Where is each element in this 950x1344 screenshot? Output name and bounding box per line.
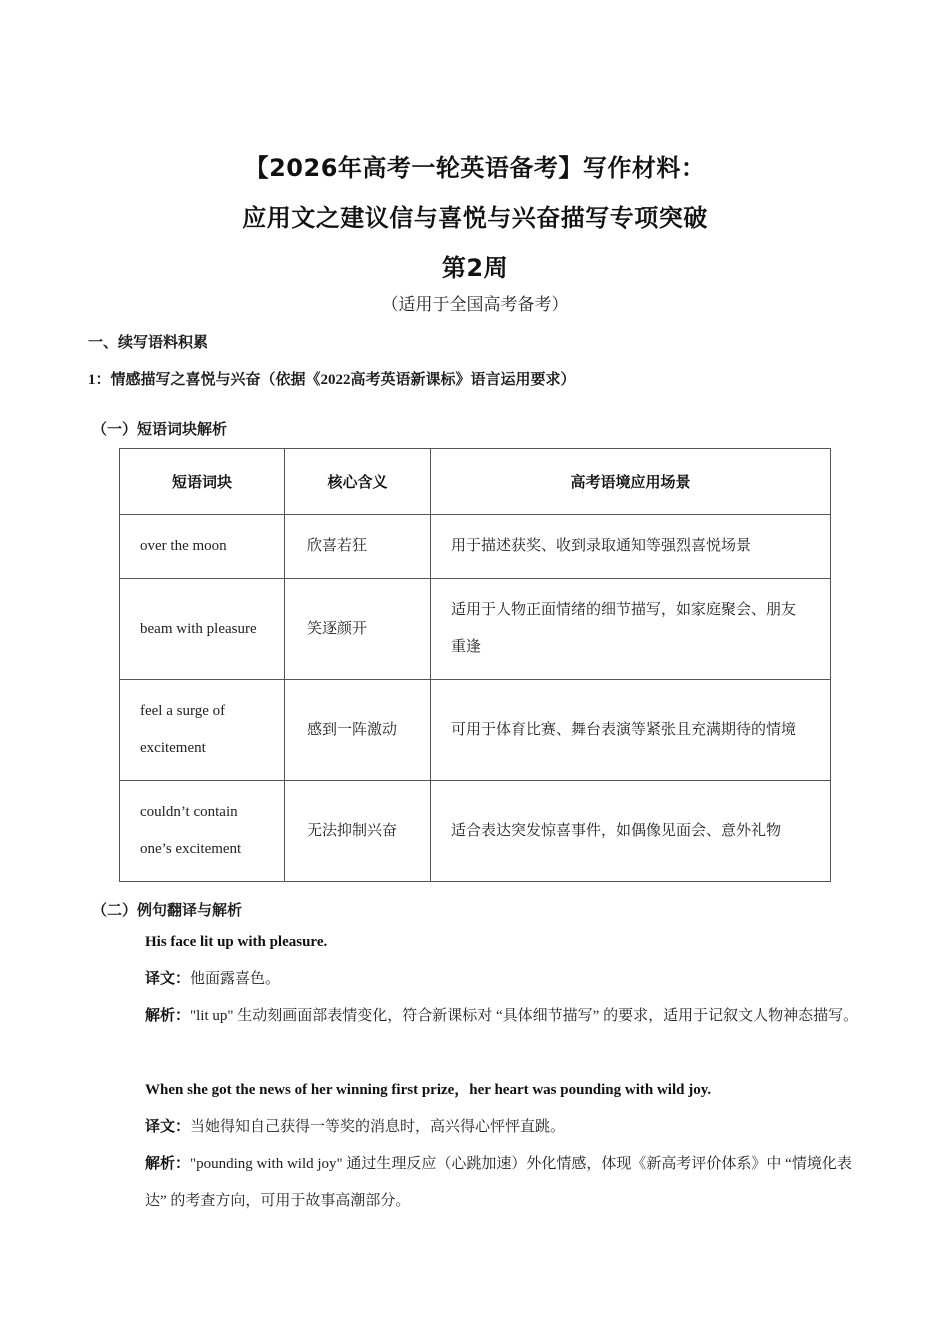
scene-cell: 可用于体育比赛、舞台表演等紧张且充满期待的情境	[431, 680, 831, 781]
scene-cell: 适用于人物正面情绪的细节描写，如家庭聚会、朋友重逢	[431, 579, 831, 680]
translation-text: 他面露喜色。	[190, 971, 281, 987]
subsection-heading-examples: （二）例句翻译与解析	[92, 903, 243, 919]
section-heading: 一、续写语料积累	[88, 335, 209, 351]
example-analysis	[145, 1146, 860, 1220]
column-header: 高考语境应用场景	[431, 449, 831, 515]
doc-subtitle: （适用于全国高考备考）	[381, 295, 569, 314]
subsection-heading-phrases: （一）短语词块解析	[92, 422, 228, 438]
translation-text: 当她得知自己获得一等奖的消息时，高兴得心怦怦直跳。	[190, 1119, 566, 1135]
column-header: 核心含义	[285, 449, 431, 515]
table-row	[120, 781, 831, 882]
table-row	[120, 680, 831, 781]
phrase-table	[119, 448, 831, 882]
example-translation	[145, 1109, 860, 1146]
doc-title-week: 第2周	[441, 254, 509, 282]
table-row	[120, 579, 831, 680]
table-row	[120, 515, 831, 579]
phrase-cell: beam with pleasure	[120, 579, 285, 680]
example-analysis	[145, 998, 860, 1035]
meaning-cell: 无法抑制兴奋	[285, 781, 431, 882]
scene-cell: 用于描述获奖、收到录取通知等强烈喜悦场景	[431, 515, 831, 579]
example-translation	[145, 961, 860, 998]
meaning-cell: 欣喜若狂	[285, 515, 431, 579]
doc-title-line2: 应用文之建议信与喜悦与兴奋描写专项突破	[242, 204, 708, 232]
translation-label: 译文：	[145, 971, 191, 987]
example-sentence: His face lit up with pleasure.	[145, 934, 328, 950]
analysis-text: "pounding with wild joy" 通过生理反应（心跳加速）外化情感，体现《新高考评价体系》中 “情境化表达” 的考查方向，可用于故事高潮部分。	[145, 1156, 852, 1209]
topic-heading: 1：情感描写之喜悦与兴奋（依据《2022高考英语新课标》语言运用要求）	[88, 372, 576, 388]
phrase-cell: couldn’t contain one’s excitement	[120, 781, 285, 882]
analysis-text: "lit up" 生动刻画面部表情变化，符合新课标对 “具体细节描写” 的要求，适用于记叙文人物神态描写。	[190, 1008, 859, 1024]
phrase-cell: over the moon	[120, 515, 285, 579]
table-header-row	[120, 449, 831, 515]
scene-cell: 适合表达突发惊喜事件，如偶像见面会、意外礼物	[431, 781, 831, 882]
example-sentence: When she got the news of her winning first prize，her heart was pounding with wild joy.	[145, 1082, 712, 1098]
meaning-cell: 感到一阵激动	[285, 680, 431, 781]
translation-label: 译文：	[145, 1119, 191, 1135]
column-header: 短语词块	[120, 449, 285, 515]
phrase-cell: feel a surge of excitement	[120, 680, 285, 781]
doc-title-line1: 【2026年高考一轮英语备考】写作材料：	[244, 154, 706, 182]
meaning-cell: 笑逐颜开	[285, 579, 431, 680]
analysis-label: 解析：	[145, 1156, 191, 1172]
analysis-label: 解析：	[145, 1008, 191, 1024]
